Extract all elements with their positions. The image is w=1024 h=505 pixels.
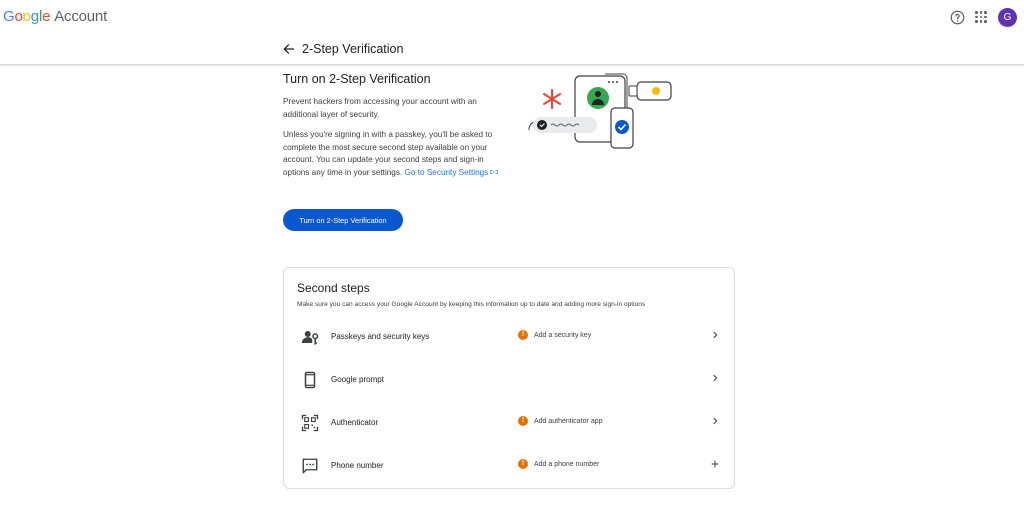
chevron-right-icon: [710, 330, 720, 340]
row-label: Passkeys and security keys: [331, 332, 430, 341]
details-paragraph: [283, 129, 505, 179]
page-title: 2-Step Verification: [302, 42, 404, 56]
turn-on-2sv-button[interactable]: Turn on 2-Step Verification: [283, 209, 403, 231]
details-text: Unless you're signing in with a passkey, you'll be asked to complete the most secure second step available on your account. You can update your second steps and sign-in options any time in your settings.: [283, 130, 493, 177]
google-account-logo[interactable]: Google Account: [3, 8, 108, 25]
chevron-right-icon: [710, 373, 720, 383]
card-description: Make sure you can access your Google Account by keeping this information up to date and adding more sign-in options: [297, 301, 646, 308]
avatar[interactable]: G: [998, 8, 1017, 27]
back-arrow-icon[interactable]: [282, 42, 296, 56]
row-label: Google prompt: [331, 375, 384, 384]
row-status: Add a security key: [534, 332, 592, 339]
row-label: Authenticator: [331, 418, 379, 427]
logo-account-text: Account: [54, 8, 108, 25]
help-icon[interactable]: [950, 10, 965, 25]
page-header: [0, 36, 1024, 65]
security-settings-link[interactable]: Go to Security Settings: [405, 168, 499, 177]
section-heading: Turn on 2-Step Verification: [283, 72, 431, 86]
warning-icon: !: [518, 459, 528, 469]
external-link-icon: [490, 169, 498, 175]
row-passkeys[interactable]: [284, 318, 734, 358]
asterisk-icon: [544, 90, 560, 108]
row-status: Add a phone number: [534, 461, 600, 468]
intro-paragraph: Prevent hackers from accessing your account with an additional layer of security.: [283, 97, 477, 119]
apps-grid-icon[interactable]: [975, 11, 987, 23]
passkey-icon: [301, 328, 319, 346]
row-google-prompt[interactable]: [284, 361, 734, 401]
row-phone-number[interactable]: [284, 447, 734, 487]
row-label: Phone number: [331, 461, 384, 470]
security-illustration: [525, 70, 675, 150]
card-title: Second steps: [297, 281, 370, 295]
warning-icon: !: [518, 330, 528, 340]
plus-icon[interactable]: [710, 459, 720, 469]
row-status: Add authenticator app: [534, 418, 603, 425]
chevron-right-icon: [710, 416, 720, 426]
sms-icon: [301, 457, 319, 475]
qr-code-icon: [301, 414, 319, 432]
warning-icon: !: [518, 416, 528, 426]
phone-icon: [301, 371, 319, 389]
row-authenticator[interactable]: [284, 404, 734, 444]
second-steps-card: [283, 267, 735, 489]
top-app-bar: [0, 0, 1024, 36]
